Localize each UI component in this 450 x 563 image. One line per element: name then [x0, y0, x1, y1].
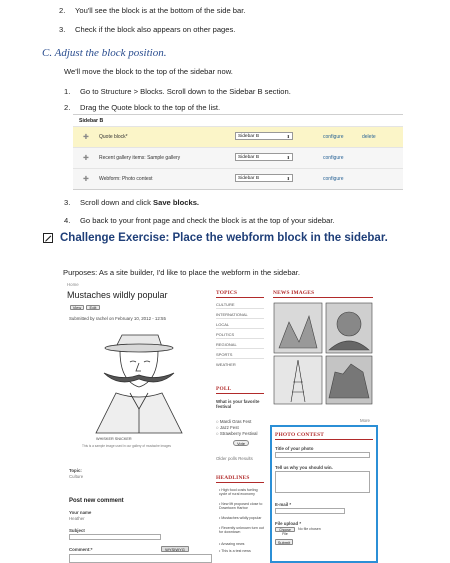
vote-button[interactable]: Vote [233, 440, 249, 446]
topic-link[interactable]: WEATHER [216, 362, 236, 367]
drag-handle-icon[interactable]: ✚ [83, 134, 89, 141]
poll-heading: POLL [216, 386, 232, 392]
configure-link[interactable]: configure [323, 176, 344, 182]
pc-email-input[interactable] [275, 508, 345, 514]
section-c-intro: We'll move the block to the top of the sidebar now. [64, 67, 233, 76]
poll-rule [216, 393, 264, 394]
configure-link[interactable]: configure [323, 155, 344, 161]
divider [216, 318, 264, 319]
topics-heading: TOPICS [216, 290, 238, 296]
pc-email-label: E-mail * [275, 502, 292, 507]
article-title: Mustaches wildly popular [67, 290, 168, 300]
more-link[interactable]: More [360, 418, 371, 423]
divider [216, 308, 264, 309]
headline-item[interactable]: • New lift proposed close to Downtown Harbor [219, 502, 263, 511]
image-caption: WHISKER SNICKER [96, 437, 132, 441]
headline-item[interactable]: • Recently unknown turn out for downtown [219, 526, 264, 535]
block-row-webform[interactable]: ✚ Webform: Photo contest Sidebar B ⬍ configure [73, 168, 403, 189]
region-select[interactable]: Sidebar B ⬍ [235, 174, 293, 182]
step-3: 3. Check if the block also appears on other pages. [59, 25, 236, 34]
region-select[interactable]: Sidebar B ⬍ [235, 132, 293, 140]
your-name-value: Heather [69, 516, 85, 521]
select-arrow-icon: ⬍ [286, 155, 290, 160]
topics-rule [216, 297, 264, 298]
pc-file-label: File upload * [275, 521, 302, 526]
news-images-rule [273, 297, 373, 298]
pc-submit-button[interactable]: Submit [275, 539, 293, 545]
block-row-quote[interactable]: ✚ Quote block* Sidebar B ⬍ configure delete [73, 126, 403, 147]
headlines-rule [216, 482, 264, 483]
blocks-region-header: Sidebar B [73, 115, 403, 126]
no-file-text: No file chosen [298, 527, 321, 531]
headlines-heading: HEADLINES [216, 475, 250, 481]
pc-tell-label: Tell us why you should win. [275, 465, 333, 470]
home-breadcrumb[interactable]: Home [67, 282, 79, 287]
post-comment-heading: Post new comment [69, 498, 124, 504]
section-c-step-2: 2. Drag the Quote block to the top of the list. [64, 103, 221, 112]
photo-contest-block [270, 425, 378, 563]
step-2: 2. You'll see the block is at the bottom of the side bar. [59, 6, 246, 15]
tab-edit[interactable]: Edit [86, 305, 100, 310]
pc-tell-textarea[interactable] [275, 471, 370, 493]
headline-item[interactable]: • Amazing news [219, 542, 245, 546]
poll-option[interactable]: ○ Mardi Gras Fest [216, 419, 252, 424]
pc-title-input[interactable] [275, 452, 370, 458]
blocks-table [73, 114, 403, 190]
headline-item[interactable]: • High food costs fueling cycle of rural economy [219, 488, 258, 497]
topic-link[interactable]: LOCAL [216, 322, 230, 327]
image-caption-sub: This is a sample image used in our gallery of mustache images [82, 444, 171, 448]
challenge-title: Challenge Exercise: Place the webform block in the sidebar. [60, 232, 388, 244]
drag-handle-icon[interactable]: ✚ [83, 176, 89, 183]
choose-file-button[interactable]: Choose File [275, 527, 295, 532]
your-name-label: Your name [69, 510, 92, 515]
poll-question: What is your favorite festival [216, 399, 260, 409]
photo-contest-heading: PHOTO CONTEST [275, 432, 325, 438]
section-c-title: C. Adjust the block position. [42, 47, 167, 59]
poll-option[interactable]: ○ Strawberry Festival [216, 431, 258, 436]
region-select[interactable]: Sidebar B ⬍ [235, 153, 293, 161]
topic-value[interactable]: Culture [69, 474, 84, 479]
submitted-by: Submitted by rachel on February 10, 2012 - 12:55 [69, 316, 166, 321]
subject-label: Subject [69, 528, 85, 533]
select-arrow-icon: ⬍ [286, 134, 290, 139]
section-c-step-1: 1. Go to Structure > Blocks. Scroll down to the Sidebar B section. [64, 87, 291, 96]
divider [216, 338, 264, 339]
configure-link[interactable]: configure [323, 134, 344, 140]
wysiwyg-toggle[interactable]: WYSIWYG [161, 546, 189, 552]
topic-link[interactable]: POLITICS [216, 332, 235, 337]
pc-title-label: Title of your photo [275, 446, 314, 451]
select-arrow-icon: ⬍ [286, 176, 290, 181]
topic-link[interactable]: SPORTS [216, 352, 233, 357]
news-image-grid[interactable] [273, 302, 373, 406]
delete-link[interactable]: delete [362, 134, 376, 140]
divider [216, 358, 264, 359]
divider [216, 348, 264, 349]
challenge-purpose: Purposes: As a site builder, I'd like to place the webform in the sidebar. [63, 268, 300, 277]
comment-textarea[interactable] [69, 554, 212, 563]
topic-link[interactable]: INTERNATIONAL [216, 312, 248, 317]
older-polls-link[interactable]: Older polls Results [216, 456, 253, 461]
step-4-check: 4. Go back to your front page and check the block is at the top of your sidebar. [64, 216, 335, 225]
poll-option[interactable]: ○ Jazz Fest [216, 425, 239, 430]
topic-link[interactable]: REGIONAL [216, 342, 237, 347]
headline-item[interactable]: • Mustaches wildly popular [219, 516, 262, 520]
news-images-heading: NEWS IMAGES [273, 290, 315, 296]
topic-link[interactable]: CULTURE [216, 302, 235, 307]
subject-input[interactable] [69, 534, 161, 540]
photo-contest-rule [275, 439, 373, 440]
site-screenshot [66, 282, 378, 563]
tab-view[interactable]: View [70, 305, 84, 310]
mustache-illustration [70, 329, 208, 437]
headline-item[interactable]: • This is a test news [219, 549, 251, 553]
drag-handle-icon[interactable]: ✚ [83, 155, 89, 162]
block-row-recent-gallery[interactable]: ✚ Recent gallery items: Sample gallery Sidebar B ⬍ configure [73, 147, 403, 168]
divider [216, 328, 264, 329]
comment-label: Comment:* [69, 547, 93, 552]
topic-label: Topic: [69, 468, 82, 473]
step-3-save: 3. Scroll down and click Save blocks. [64, 198, 200, 207]
